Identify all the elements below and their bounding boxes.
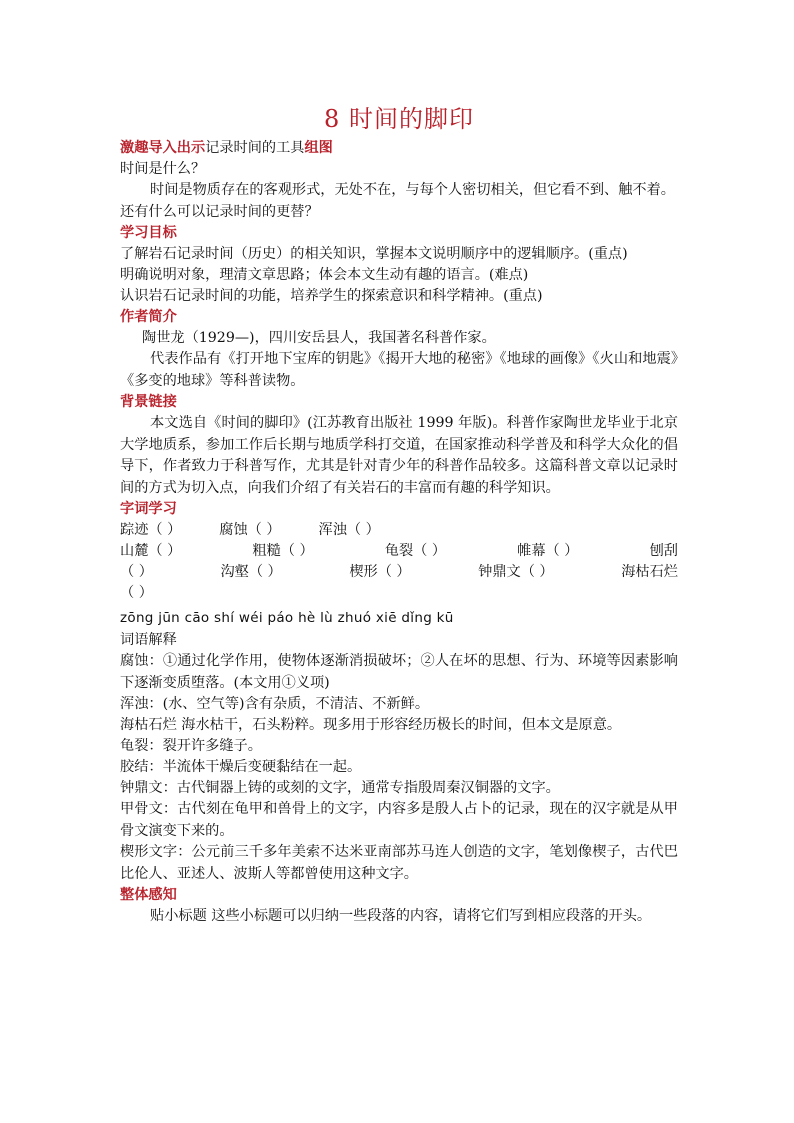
vocab-item: 山麓（ ） <box>120 543 182 559</box>
vocab-item: 踪迹（ ） <box>120 522 182 538</box>
definition-item: 浑浊：(水、空气等)含有杂质，不清洁、不新鲜。 <box>120 696 430 712</box>
goal-item: 明确说明对象，理清文章思路；体会本文生动有趣的语言。(难点) <box>120 267 529 283</box>
intro-suffix: 组图 <box>304 140 333 156</box>
definition-item: 胶结：半流体干燥后变硬黏结在一起。 <box>120 759 362 775</box>
vocab-item: 楔形（ ） <box>349 564 411 580</box>
overall-text: 贴小标题 这些小标题可以归纳一些段落的内容，请将它们写到相应段落的开头。 <box>150 908 652 924</box>
goals-heading: 学习目标 <box>120 224 177 241</box>
vocab-item: 浑浊（ ） <box>318 522 380 538</box>
definition-item: 钟鼎文：古代铜器上铸的或刻的文字，通常专指殷周秦汉铜器的文字。 <box>120 780 560 796</box>
document-page <box>120 103 678 928</box>
vocab-item: 龟裂（ ） <box>384 543 447 559</box>
vocab-item: 海枯石烂 <box>621 564 678 580</box>
question-2: 还有什么可以记录时间的更替？ <box>120 203 319 220</box>
vocab-heading: 字词学习 <box>120 501 177 517</box>
vocab-item: 沟壑（ ） <box>220 564 282 580</box>
vocab-row <box>120 541 678 562</box>
pinyin-line: zōng jūn cāo shí wéi páo hè lù zhuó xiē dǐng kū <box>120 610 454 626</box>
goal-item: 认识岩石记录时间的功能，培养学生的探索意识和科学精神。(重点) <box>120 288 543 304</box>
page-title: 8 时间的脚印 <box>324 105 474 133</box>
intro-line <box>120 138 678 159</box>
question-1: 时间是什么？ <box>120 161 206 177</box>
author-line-1: 陶世龙（1929—)，四川安岳县人，我国著名科普作家。 <box>142 330 496 346</box>
vocab-row <box>120 562 678 583</box>
overall-heading: 整体感知 <box>120 887 177 903</box>
background-text: 本文选自《时间的脚印》(江苏教育出版社 1999 年版)。科普作家陶世龙毕业于北京大学地质系，参加工作后长期与地质学科打交道，在国家推动科学普及和科学大众化的倡导下，作者致力于科普写作，尤其是针对青少年的科普作品较多。这篇科普文章以记录时间的方式为切入点，向我们介绍了有关岩石的丰富而有趣的科学知识。 <box>120 415 678 496</box>
definitions-heading: 词语解释 <box>120 632 177 648</box>
vocab-row: （ ） <box>120 585 153 601</box>
intro-prefix: 激趣导入出示 <box>120 140 206 156</box>
vocab-item: 腐蚀（ ） <box>219 522 281 538</box>
definition-item: 龟裂：裂开许多缝子。 <box>120 738 262 754</box>
vocab-row <box>120 520 678 541</box>
definition-item: 甲骨文：古代刻在龟甲和兽骨上的文字，内容多是殷人占卜的记录，现在的汉字就是从甲骨文演变下来的。 <box>120 801 678 839</box>
vocab-item: 帷幕（ ） <box>517 543 579 559</box>
author-line-2: 代表作品有《打开地下宝库的钥匙》《揭开大地的秘密》《地球的画像》《火山和地震》《多变的地球》等科普读物。 <box>120 351 678 389</box>
vocab-item: 刨刮 <box>649 543 678 559</box>
vocab-item: 钟鼎文（ ） <box>478 564 554 580</box>
intro-middle: 记录时间的工具 <box>205 140 305 156</box>
author-heading: 作者简介 <box>120 309 177 325</box>
definition-item: 海枯石烂 海水枯干，石头粉粹。现多用于形容经历极长的时间，但本文是原意。 <box>120 717 622 733</box>
vocab-item: 粗糙（ ） <box>252 543 314 559</box>
vocab-item: （ ） <box>120 564 153 580</box>
definition-item: 腐蚀：①通过化学作用，使物体逐渐消损破坏；②人在坏的思想、行为、环境等因素影响下逐渐变质堕落。(本文用①义项) <box>120 653 678 691</box>
goal-item: 了解岩石记录时间（历史）的相关知识，掌握本文说明顺序中的逻辑顺序。(重点) <box>120 245 628 262</box>
background-heading: 背景链接 <box>120 394 177 410</box>
answer-1: 时间是物质存在的客观形式，无处不在，与每个人密切相关，但它看不到、触不着。 <box>150 182 675 198</box>
definition-item: 楔形文字：公元前三千多年美索不达米亚南部苏马连人创造的文字，笔划像楔子，古代巴比伦人、亚述人、波斯人等都曾使用这种文字。 <box>120 844 678 882</box>
